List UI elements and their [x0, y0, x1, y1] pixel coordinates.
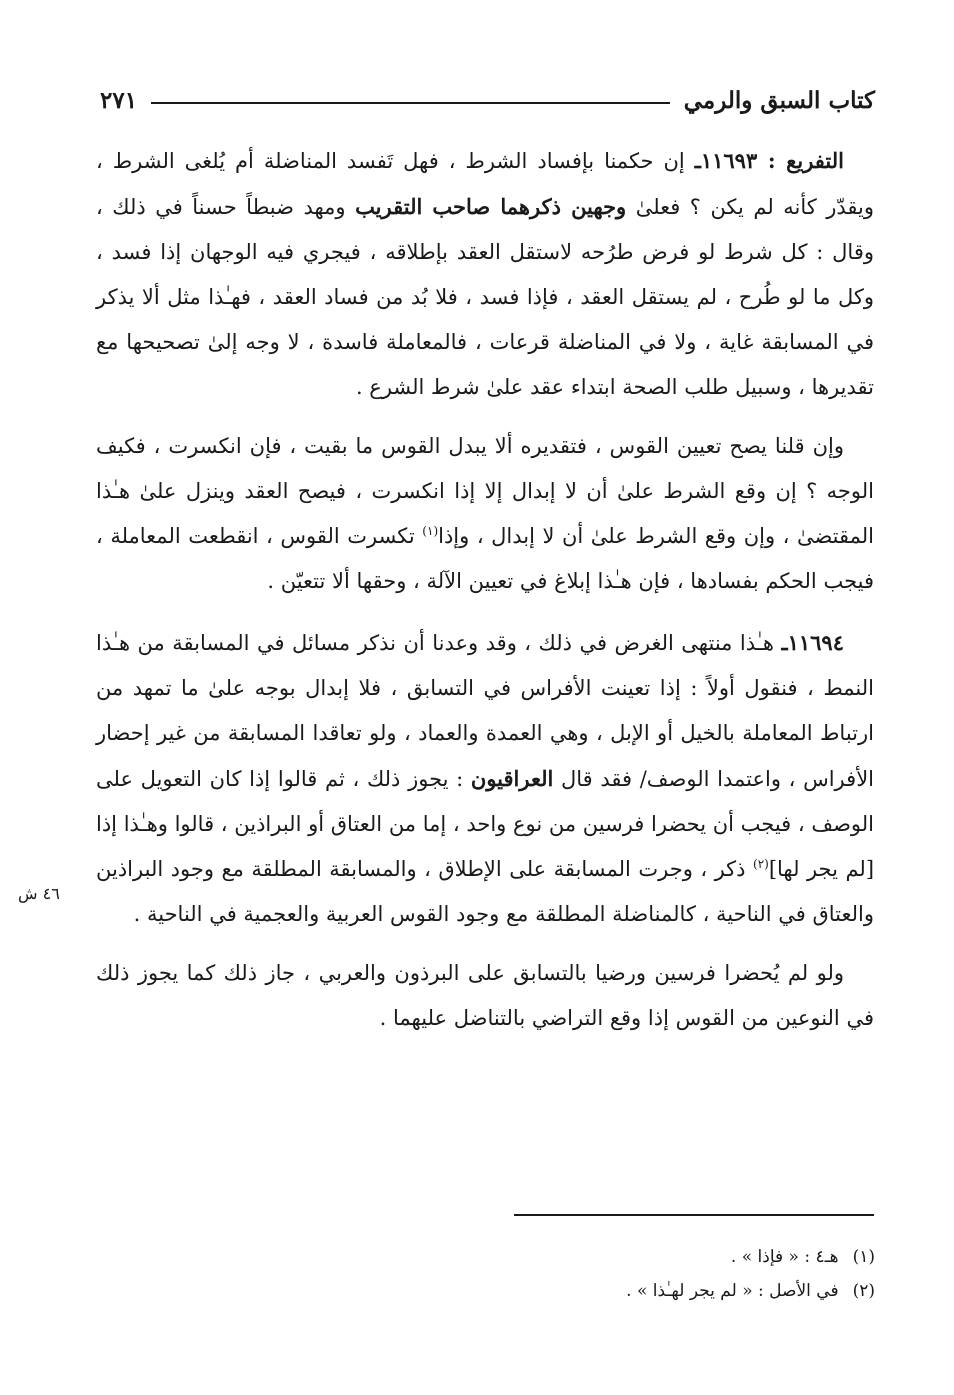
- paragraph-1-text-2: ومهد ضبطاً حسناً في ذلك ، وقال : كل شرط لو فرض طرُحه لاستقل العقد بإطلاقه ، فيجري فيه الوجهان إذا فسد ، وكل ما لو طُرح ، لم يستقل العقد ، فإذا فسد ، فلا بُد من فساد العقد ، فهـٰذا مثل ألا يذكر في المسابقة غاية ، ولا في المناضلة قرعات ، فالمعاملة فاسدة ، لا وجه إلىٰ تصحيحها مع تقديرها ، وسبيل طلب الصحة ابتداء عقد علىٰ شرط الشرع .: [96, 195, 874, 399]
- paragraph-2-text-2: تكسرت القوس ، انقطعت المعاملة ، فيجب الحكم بفسادها ، فإن هـٰذا إبلاغ في تعيين الآلة ، وحقها ألا تتعيّن .: [96, 524, 874, 593]
- section-number-11694: ١١٦٩٤ـ: [781, 630, 844, 655]
- section-heading-11693: التفريع : ١١٦٩٣ـ: [694, 148, 844, 173]
- footnote-separator: [514, 1214, 874, 1216]
- header-rule: [151, 102, 670, 104]
- footnote-ref-1: (١): [422, 524, 439, 538]
- paragraph-1-text: إن حكمنا بإفساد الشرط ، فهل تَفسد المناضلة أم يُلغى الشرط ، ويقدّر كأنه لم يكن ؟ فعلىٰ: [96, 149, 875, 219]
- paragraph-3-bold: العراقيون: [470, 766, 554, 791]
- paragraph-3-text: هـٰذا منتهى الغرض في ذلك ، وقد وعدنا أن نذكر مسائل في المسابقة من هـٰذا النمط ، فنقول أولاً : إذا تعينت الأفراس في التسابق ، فلا إبدال بوجه علىٰ ما تمهد من ارتباط المعاملة بالخيل أو الإبل ، وهي العمدة والعماد ، ولو تعاقدا المسابقة من غير إحضار الأفراس ، واعتمدا الوصف/ فقد قال: [96, 631, 874, 791]
- footnote-1-number: (١): [852, 1247, 875, 1267]
- main-text: [96, 138, 874, 1041]
- footnotes: [300, 1240, 875, 1308]
- footnote-ref-2: (٢): [753, 857, 769, 871]
- footnote-2-number: (٢): [852, 1281, 875, 1301]
- paragraph-3-text-3: ذكر ، وجرت المسابقة على الإطلاق ، والمسابقة المطلقة مع وجود البراذين والعتاق في الناحية ، كالمناضلة المطلقة مع وجود القوس العربية والعجمية في الناحية .: [96, 857, 874, 926]
- footnote-2: [300, 1274, 875, 1308]
- page-number: ٢٧١: [100, 86, 138, 114]
- paragraph-1-bold: وجهين ذكرهما صاحب التقريب: [355, 194, 627, 219]
- manuscript-marginal-note: ٤٦ ش: [18, 884, 60, 903]
- paragraph-4-text: ولو لم يُحضرا فرسين ورضيا بالتسابق على البرذون والعربي ، جاز ذلك كما يجوز ذلك في النوعين من القوس إذا وقع التراضي بالتناضل عليهما .: [96, 961, 874, 1030]
- footnote-1-text: هـ٤ : « فإذا » .: [730, 1247, 839, 1267]
- paragraph-1: [96, 138, 874, 410]
- paragraph-4: [96, 951, 874, 1041]
- paragraph-3: [96, 620, 874, 937]
- footnote-1: [300, 1240, 875, 1274]
- paragraph-2-text: وإن قلنا يصح تعيين القوس ، فتقديره ألا يبدل القوس ما بقيت ، فإن انكسرت ، فكيف الوجه ؟ إن وقع الشرط علىٰ أن لا إبدال إلا إذا انكسرت ، فيصح العقد وينزل علىٰ هـٰذا المقتضىٰ ، وإن وقع الشرط علىٰ أن لا إبدال ، وإذا: [96, 434, 874, 548]
- running-header: [100, 78, 875, 122]
- book-title: كتاب السبق والرمي: [683, 86, 875, 114]
- paragraph-3-text-2: : يجوز ذلك ، ثم قالوا إذا كان التعويل على الوصف ، فيجب أن يحضرا فرسين من نوع واحد ، إما من العتاق أو البراذين ، قالوا وهـٰذا إذا [لم يجر لها]: [96, 767, 875, 881]
- footnote-2-text: في الأصل : « لم يجر لهـٰذا » .: [626, 1281, 839, 1301]
- paragraph-2: [96, 424, 874, 604]
